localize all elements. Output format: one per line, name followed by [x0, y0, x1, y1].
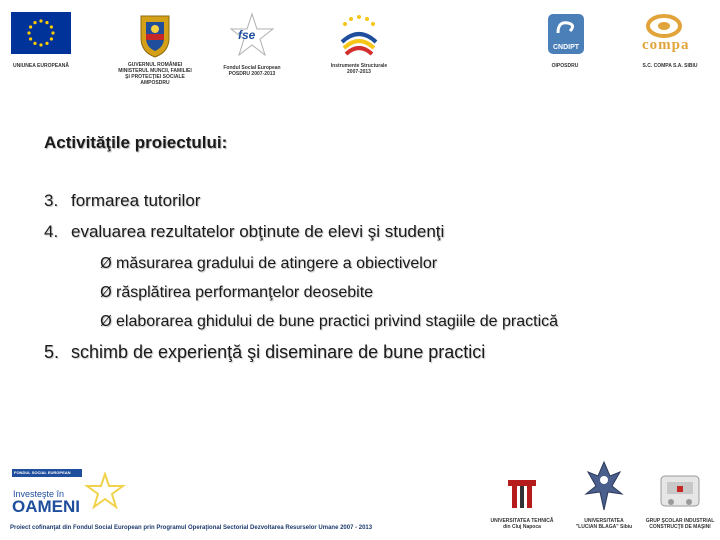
item-number: 3.: [44, 191, 59, 210]
instrumente-logo: [328, 10, 390, 82]
eu-caption: UNIUNEA EUROPEANĂ: [13, 63, 69, 69]
government-logo: [110, 10, 200, 90]
investeste-text: Investeşte în: [13, 489, 65, 499]
fse-small-banner: FONDUL SOCIAL EUROPEAN: [12, 469, 82, 477]
list-item: [44, 342, 485, 363]
cndipt-caption: OIPOSDRU: [551, 63, 579, 69]
page-title: Activităţile proiectului:: [44, 133, 228, 152]
item-number: 5.: [44, 342, 60, 362]
sub-list-item: [100, 283, 373, 302]
arrow-bullet-icon: Ø: [100, 312, 112, 330]
investeste-logo: [10, 466, 130, 520]
sub-item-text: măsurarea gradului de atingere a obiectivelor: [116, 255, 438, 272]
arrow-bullet-icon: Ø: [100, 283, 112, 301]
item-text: formarea tutorilor: [71, 191, 201, 210]
arrow-bullet-icon: Ø: [100, 254, 112, 272]
cndipt-swirl-icon: [554, 19, 578, 37]
ulbs-logo: [568, 460, 640, 532]
item-number: 4.: [44, 222, 59, 241]
item-text: evaluarea rezultatelor obţinute de elevi şi studenţi: [71, 222, 445, 241]
cndipt-logo-text: CNDIPT: [552, 44, 580, 51]
fse-logo-text: fse: [238, 28, 256, 42]
footer-cofinance-text: Proiect cofinanţat din Fondul Social European prin Programul Operaţional Sectorial Dezvoltarea Resurselor Umane 2007 - 2013: [10, 525, 373, 531]
ulbs-caption: UNIVERSITATEA "LUCIAN BLAGA" Sibiu: [575, 518, 633, 530]
ulbs-eagle-icon: [584, 460, 624, 512]
list-item: [44, 191, 200, 211]
utcn-caption: UNIVERSITATEA TEHNICĂ din Cluj Napoca: [490, 518, 554, 530]
sub-item-text: elaborarea ghidului de bune practici privind stagiile de practică: [116, 313, 559, 330]
grup-scolar-caption: GRUP ŞCOLAR INDUSTRIAL CONSTRUCŢII DE MAŞINI: [645, 518, 715, 530]
instrumente-caption: Instrumente Structurale 2007-2013: [330, 63, 388, 75]
star-icon: [84, 472, 126, 510]
eu-logo: [10, 12, 72, 72]
instrumente-structurale-icon: [336, 12, 382, 58]
eu-flag-icon: [11, 12, 71, 54]
government-caption: GUVERNUL ROMÂNIEI MINISTERUL MUNCII, FAMILIEI ŞI PROTECŢIEI SOCIALE AMPOSDRU: [118, 62, 192, 86]
oameni-text: OAMENI: [12, 497, 80, 516]
item-text: schimb de experienţă şi diseminare de bune practici: [71, 342, 486, 362]
compa-logo: [638, 14, 718, 74]
list-item: [44, 222, 444, 242]
fse-caption: Fondul Social European POSDRU 2007-2013: [223, 65, 281, 77]
compa-caption: S.C. COMPA S.A. SIBIU: [642, 63, 698, 69]
compa-logo-text: compa: [642, 37, 690, 53]
cndipt-logo: [540, 14, 590, 74]
coat-of-arms-icon: [137, 12, 173, 58]
sub-item-text: răsplătirea performanţelor deosebite: [116, 284, 374, 301]
utcn-logo: [490, 476, 554, 532]
sub-list-item: [100, 254, 437, 273]
grup-scolar-logo: [644, 470, 716, 532]
fse-logo: [222, 12, 282, 82]
compa-emblem-icon: [646, 14, 682, 38]
sub-list-item: [100, 312, 558, 331]
utcn-emblem-icon: [506, 478, 538, 510]
grup-scolar-emblem-icon: [659, 472, 701, 512]
